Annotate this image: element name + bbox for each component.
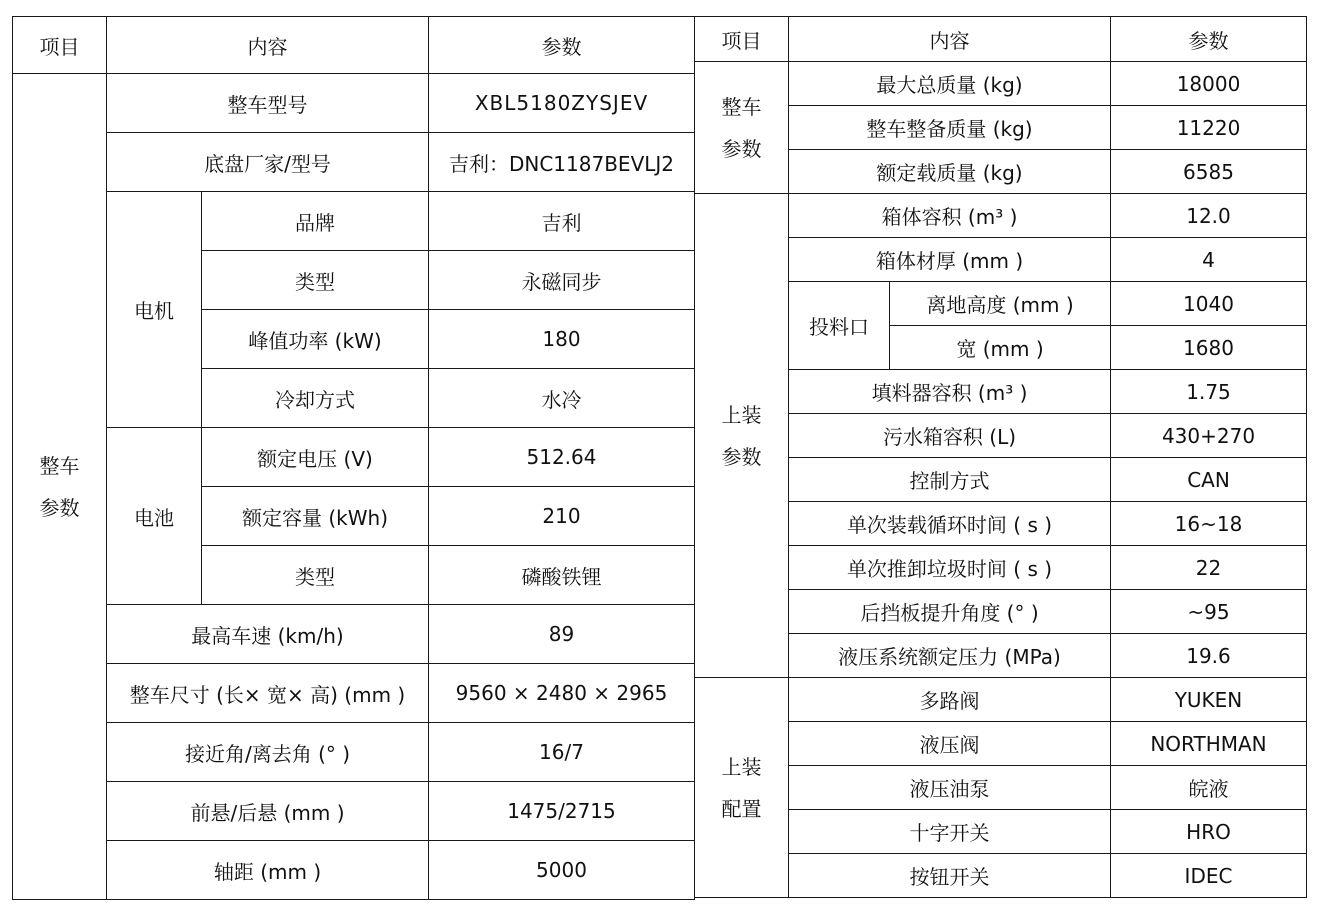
group-body-params: 上装 参数 — [695, 194, 789, 678]
motor-brand-label: 品牌 — [202, 192, 429, 251]
battery-capacity-value: 210 — [429, 487, 695, 546]
model-label: 整车型号 — [107, 74, 429, 133]
header-content: 内容 — [107, 17, 429, 74]
group-body-config: 上装 配置 — [695, 678, 789, 898]
motor-power-value: 180 — [429, 310, 695, 369]
battery-type-label: 类型 — [202, 546, 429, 605]
control-mode-label: 控制方式 — [789, 458, 1111, 502]
inlet-width-label: 宽 (mm ) — [890, 326, 1111, 370]
sewage-volume-value: 430+270 — [1111, 414, 1307, 458]
motor-type-value: 永磁同步 — [429, 251, 695, 310]
angle-value: 16/7 — [429, 723, 695, 782]
angle-label: 接近角/离去角 (° ) — [107, 723, 429, 782]
oil-pump-label: 液压油泵 — [789, 766, 1111, 810]
sewage-volume-label: 污水箱容积 (L) — [789, 414, 1111, 458]
overhang-value: 1475/2715 — [429, 782, 695, 841]
cross-switch-value: HRO — [1111, 810, 1307, 854]
battery-capacity-label: 额定容量 (kWh) — [202, 487, 429, 546]
inlet-width-value: 1680 — [1111, 326, 1307, 370]
motor-cooling-value: 水冷 — [429, 369, 695, 428]
box-volume-label: 箱体容积 (m³ ) — [789, 194, 1111, 238]
inlet-height-value: 1040 — [1111, 282, 1307, 326]
dimensions-value: 9560 × 2480 × 2965 — [429, 664, 695, 723]
load-cycle-value: 16~18 — [1111, 502, 1307, 546]
right-spec-table — [694, 16, 1307, 898]
max-speed-label: 最高车速 (km/h) — [107, 605, 429, 664]
curb-mass-label: 整车整备质量 (kg) — [789, 106, 1111, 150]
chassis-value: 吉利：DNC1187BEVLJ2 — [429, 133, 695, 192]
multi-valve-label: 多路阀 — [789, 678, 1111, 722]
header-item: 项目 — [695, 17, 789, 62]
max-speed-value: 89 — [429, 605, 695, 664]
motor-brand-value: 吉利 — [429, 192, 695, 251]
multi-valve-value: YUKEN — [1111, 678, 1307, 722]
dimensions-label: 整车尺寸 (长× 宽× 高) (mm ) — [107, 664, 429, 723]
header-content: 内容 — [789, 17, 1111, 62]
button-switch-label: 按钮开关 — [789, 854, 1111, 898]
header-item: 项目 — [13, 17, 107, 74]
tailgate-angle-label: 后挡板提升角度 (° ) — [789, 590, 1111, 634]
hydraulic-pressure-value: 19.6 — [1111, 634, 1307, 678]
oil-pump-value: 皖液 — [1111, 766, 1307, 810]
control-mode-value: CAN — [1111, 458, 1307, 502]
inlet-height-label: 离地高度 (mm ) — [890, 282, 1111, 326]
battery-voltage-value: 512.64 — [429, 428, 695, 487]
hydraulic-valve-label: 液压阀 — [789, 722, 1111, 766]
gross-mass-label: 最大总质量 (kg) — [789, 62, 1111, 106]
unload-time-label: 单次推卸垃圾时间 ( s ) — [789, 546, 1111, 590]
payload-value: 6585 — [1111, 150, 1307, 194]
payload-label: 额定载质量 (kg) — [789, 150, 1111, 194]
header-param: 参数 — [1111, 17, 1307, 62]
cross-switch-label: 十字开关 — [789, 810, 1111, 854]
left-spec-table — [12, 16, 695, 900]
header-param: 参数 — [429, 17, 695, 74]
motor-cooling-label: 冷却方式 — [202, 369, 429, 428]
overhang-label: 前悬/后悬 (mm ) — [107, 782, 429, 841]
hydraulic-pressure-label: 液压系统额定压力 (MPa) — [789, 634, 1111, 678]
battery-type-value: 磷酸铁锂 — [429, 546, 695, 605]
curb-mass-value: 11220 — [1111, 106, 1307, 150]
inlet-group: 投料口 — [789, 282, 890, 370]
filler-volume-label: 填料器容积 (m³ ) — [789, 370, 1111, 414]
motor-group: 电机 — [107, 192, 202, 428]
model-value: XBL5180ZYSJEV — [429, 74, 695, 133]
battery-group: 电池 — [107, 428, 202, 605]
group-vehicle-params: 整车 参数 — [13, 74, 107, 900]
box-thickness-label: 箱体材厚 (mm ) — [789, 238, 1111, 282]
tailgate-angle-value: ~95 — [1111, 590, 1307, 634]
battery-voltage-label: 额定电压 (V) — [202, 428, 429, 487]
chassis-label: 底盘厂家/型号 — [107, 133, 429, 192]
filler-volume-value: 1.75 — [1111, 370, 1307, 414]
gross-mass-value: 18000 — [1111, 62, 1307, 106]
unload-time-value: 22 — [1111, 546, 1307, 590]
motor-power-label: 峰值功率 (kW) — [202, 310, 429, 369]
group-vehicle-params: 整车 参数 — [695, 62, 789, 194]
wheelbase-value: 5000 — [429, 841, 695, 900]
button-switch-value: IDEC — [1111, 854, 1307, 898]
box-thickness-value: 4 — [1111, 238, 1307, 282]
load-cycle-label: 单次装载循环时间 ( s ) — [789, 502, 1111, 546]
box-volume-value: 12.0 — [1111, 194, 1307, 238]
wheelbase-label: 轴距 (mm ) — [107, 841, 429, 900]
hydraulic-valve-value: NORTHMAN — [1111, 722, 1307, 766]
motor-type-label: 类型 — [202, 251, 429, 310]
